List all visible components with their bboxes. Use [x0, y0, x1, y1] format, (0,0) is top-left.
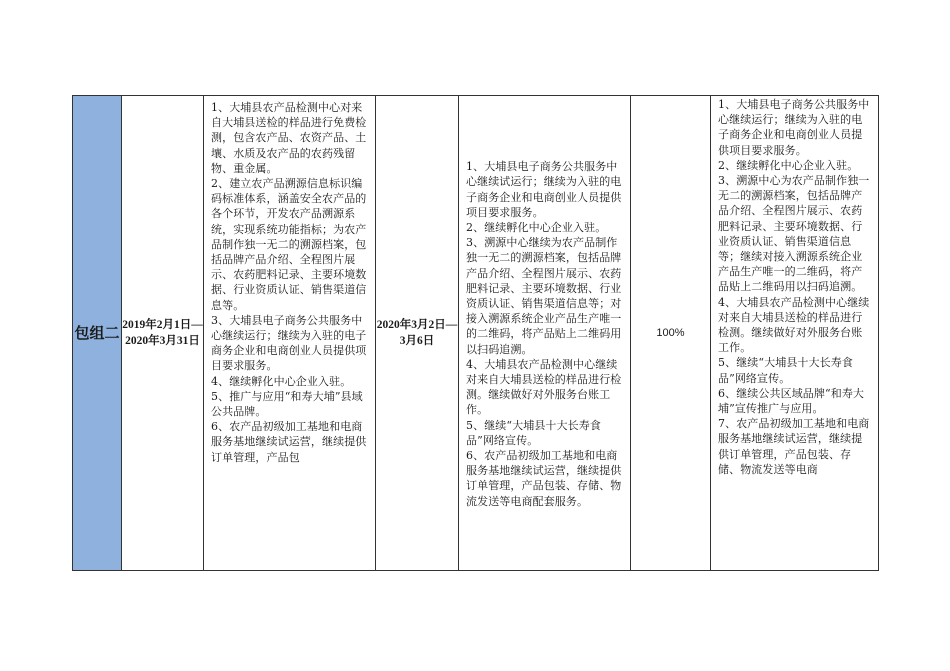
- next-content-cell: [711, 96, 879, 571]
- group-cell: 包组二: [73, 96, 122, 571]
- actual-content-cell: [459, 96, 631, 571]
- plan-period-cell: 2019年2月1日—2020年3月31日: [122, 96, 204, 571]
- progress-table: [72, 95, 879, 571]
- table-row: [73, 96, 879, 571]
- actual-content-text: 1、大埔县电子商务公共服务中心继续试运行；继续为入驻的电子商务企业和电商创业人员提供项目要求服务。 2、继续孵化中心企业入驻。 3、溯源中心继续为农产品制作独一无二的溯源档案，包括品牌产品介绍、全程图片展示、农药肥料记录、主要环境数据、行业资质认证、销售渠道信息等；对接入溯源系统企业产品生产唯一的二维码，将产品贴上二维码用以扫码追溯。 4、大埔县农产品检测中心继续对来自大埔县送检的样品进行检测。继续做好对外服务台账工作。 5、继续“大埔县十大长寿食品”网络宣传。 6、农产品初级加工基地和电商服务基地继续试运营，继续提供订单管理，产品包装、存储、物流发送等电商配套服务。: [466, 160, 622, 508]
- completion-cell: 100%: [631, 96, 711, 571]
- next-content-text: 1、大埔县电子商务公共服务中心继续运行；继续为入驻的电子商务企业和电商创业人员提供项目要求服务。 2、继续孵化中心企业入驻。 3、溯源中心为农产品制作独一无二的溯源档案，包括品牌产品介绍、全程图片展示、农药肥料记录、主要环境数据、行业资质认证、销售渠道信息等；继续对接入溯源系统企业产品生产唯一的二维码，将产品贴上二维码用以扫码追溯。 4、大埔县农产品检测中心继续对来自大埔县送检的样品进行检测。继续做好对外服务台账工作。 5、继续“大埔县十大长寿食品”网络宣传。 6、继续公共区域品牌“和寿大埔”宣传推广与应用。 7、农产品初级加工基地和电商服务基地继续试运营，继续提供订单管理，产品包装、存储、物流发送等电商: [718, 98, 870, 476]
- plan-content-text: 1、大埔县农产品检测中心对来自大埔县送检的样品进行免费检测，包含农产品、农资产品、土壤、水质及农产品的农药残留物、重金属。 2、建立农产品溯源信息标识编码标准体系，涵盖安全农产品的各个环节，开发农产品溯源系统，实现系统功能指标；为农产品制作独一无二的溯源档案，包括品牌产品介绍、全程图片展示、农药肥料记录、主要环境数据、行业资质认证、销售渠道信息等。 3、大埔县电子商务公共服务中心继续运行；继续为入驻的电子商务企业和电商创业人员提供项目要求服务。 4、继续孵化中心企业入驻。 5、推广与应用“和寿大埔”县域公共品牌。 6、农产品初级加工基地和电商服务基地继续试运营，继续提供订单管理，产品包: [211, 101, 367, 464]
- plan-content-cell: [204, 96, 376, 571]
- actual-period-cell: 2020年3月2日—3月6日: [376, 96, 459, 571]
